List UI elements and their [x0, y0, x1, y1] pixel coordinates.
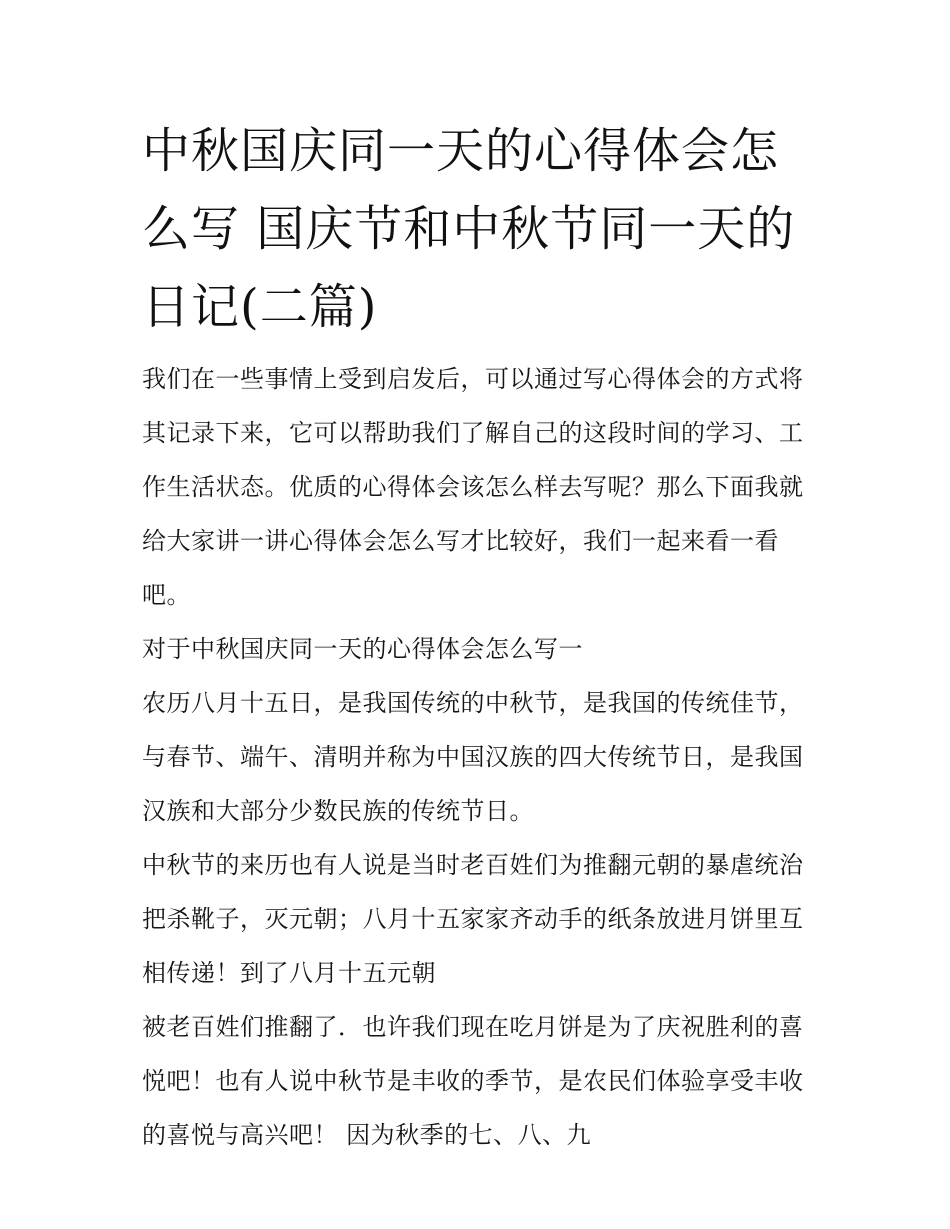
text-line: 的喜悦与高兴吧！ 因为秋季的七、八、九	[142, 1121, 592, 1149]
title-line: 日记(二篇)	[142, 279, 378, 335]
text-line: 我们在一些事情上受到启发后，可以通过写心得体会的方式将	[142, 365, 804, 393]
paragraph-harvest	[142, 1000, 822, 1162]
text-line: 对于中秋国庆同一天的心得体会怎么写一	[142, 635, 583, 663]
paragraph-festival-origin	[142, 838, 822, 1000]
paragraph-section-heading	[142, 622, 822, 676]
document-title	[142, 112, 822, 346]
text-line: 吧。	[142, 581, 191, 609]
paragraph-festival-intro	[142, 676, 822, 838]
text-line: 把杀靴子，灭元朝；八月十五家家齐动手的纸条放进月饼里互	[142, 905, 804, 933]
title-line: 么写 国庆节和中秋节同一天的	[142, 201, 796, 257]
text-line: 汉族和大部分少数民族的传统节日。	[142, 797, 534, 825]
text-line: 与春节、端午、清明并称为中国汉族的四大传统节日，是我国	[142, 743, 804, 771]
paragraph-intro	[142, 352, 822, 622]
text-line: 其记录下来，它可以帮助我们了解自己的这段时间的学习、工	[142, 419, 804, 447]
document-body	[142, 352, 822, 1162]
text-line: 农历八月十五日，是我国传统的中秋节，是我国的传统佳节，	[142, 689, 804, 717]
text-line: 悦吧！也有人说中秋节是丰收的季节，是农民们体验享受丰收	[142, 1067, 804, 1095]
text-line: 给大家讲一讲心得体会怎么写才比较好，我们一起来看一看	[142, 527, 779, 555]
title-line: 中秋国庆同一天的心得体会怎	[142, 123, 780, 179]
text-line: 中秋节的来历也有人说是当时老百姓们为推翻元朝的暴虐统治	[142, 851, 804, 879]
text-line: 作生活状态。优质的心得体会该怎么样去写呢？那么下面我就	[142, 473, 804, 501]
text-line: 相传递！到了八月十五元朝	[142, 959, 436, 987]
text-line: 被老百姓们推翻了．也许我们现在吃月饼是为了庆祝胜利的喜	[142, 1013, 804, 1041]
